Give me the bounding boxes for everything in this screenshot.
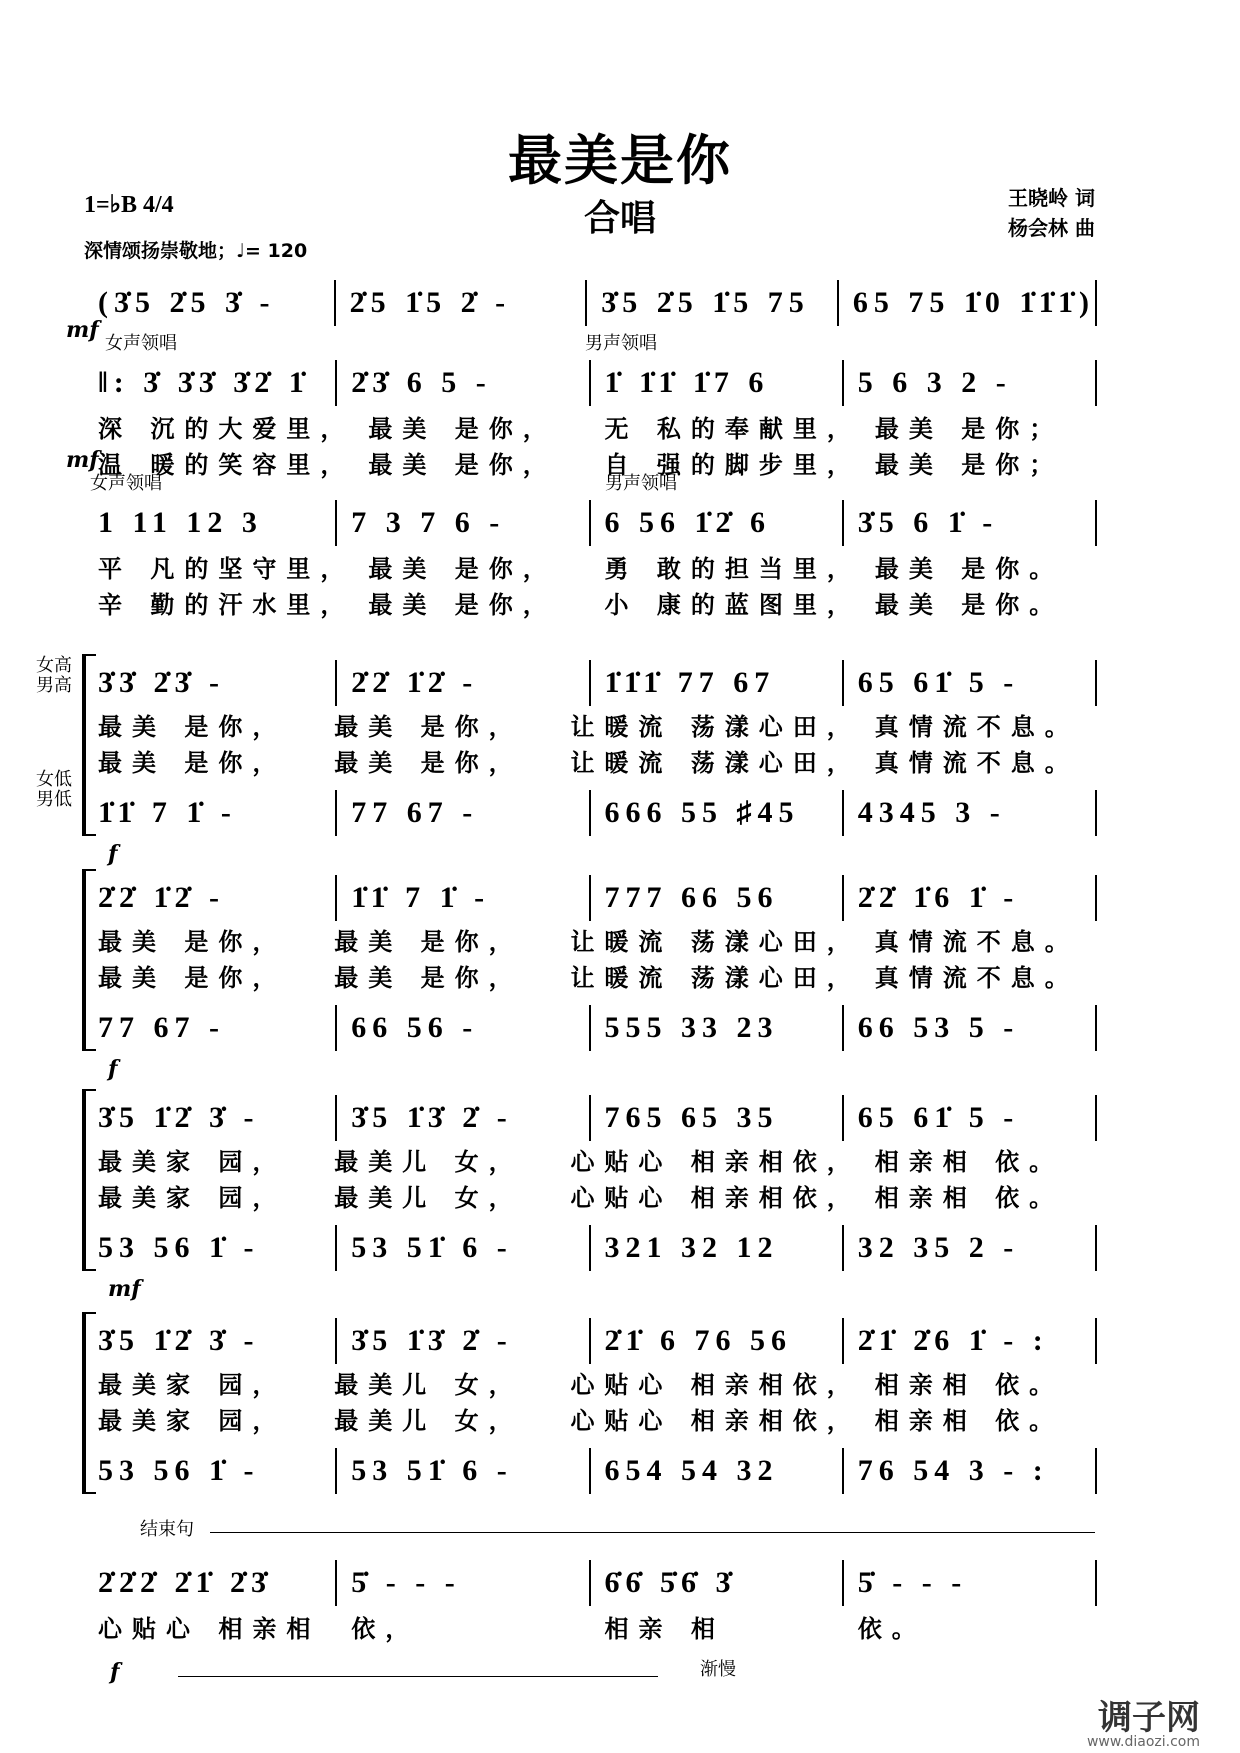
- measure: 5̇ - - -: [337, 1560, 590, 1606]
- lyric-measure: 最美儿 女，: [334, 1371, 523, 1399]
- measure: 3̇5 1̇3̇ 2̇ -: [337, 1318, 590, 1364]
- notes-row: [84, 1225, 1097, 1271]
- lyric-measure: 最美 是你，: [334, 749, 523, 777]
- lyric-measure: 最美儿 女，: [334, 1148, 523, 1176]
- notes-row: [84, 280, 1097, 326]
- key-signature: [84, 190, 174, 219]
- lyric-measure: 最美 是你，: [98, 749, 287, 777]
- lyric-measure: 让暖流 荡漾心田，: [570, 964, 861, 992]
- tempo-marking: 深情颂扬崇敬地；♩= 120: [84, 240, 308, 262]
- part-label-upper: 女高 男高: [36, 655, 72, 696]
- lyric-measure: 最美 是你；: [874, 415, 1064, 443]
- lyric-measure: 最美家 园，: [98, 1407, 287, 1435]
- notes-row: [84, 1560, 1097, 1606]
- measure: 3̇5 1̇2̇ 3̇ -: [84, 1095, 337, 1141]
- song-subtitle: 合唱: [583, 198, 656, 239]
- lyric-measure: 最美家 园，: [98, 1148, 287, 1176]
- lyric-measure: 最美家 园，: [98, 1184, 287, 1212]
- notes-row: [84, 1005, 1097, 1051]
- measure: 3̇5 6 1̇ -: [844, 500, 1097, 546]
- lyric-measure: 最美儿 女，: [334, 1184, 523, 1212]
- lead-label-male: 男声领唱: [605, 473, 677, 494]
- lyric-measure: 最美 是你，: [368, 591, 557, 619]
- lyric-measure: 最美 是你，: [98, 713, 287, 741]
- dynamic-mark: f: [110, 1659, 120, 1685]
- measure: 321 32 12: [591, 1225, 844, 1271]
- notes-row: [84, 790, 1097, 836]
- lyrics-row: [84, 1368, 1097, 1402]
- lyric-measure: 心贴心 相亲相: [98, 1615, 321, 1643]
- lyric-measure: 让暖流 荡漾心田，: [570, 749, 861, 777]
- composer: 杨会林 曲: [1008, 216, 1095, 240]
- measure: 76 54 3 - :: [844, 1448, 1097, 1494]
- measure: 2̇2̇2̇ 2̇1̇ 2̇3̇: [84, 1560, 337, 1606]
- measure: 65 75 1̇0 1̇1̇1̇): [839, 280, 1097, 326]
- lyric-measure: 心贴心 相亲相依，: [570, 1407, 861, 1435]
- lyric-measure: 相亲相 依。: [874, 1371, 1064, 1399]
- lyric-measure: 心贴心 相亲相依，: [570, 1184, 861, 1212]
- lyric-measure: 小 康的蓝图里，: [604, 591, 861, 619]
- measure: ‖: 3̇ 3̇3̇ 3̇2̇ 1̇: [84, 360, 337, 406]
- lyric-measure: 相亲相 依。: [874, 1148, 1064, 1176]
- lyric-measure: 自 强的脚步里，: [604, 451, 861, 479]
- measure: 4345 3 -: [844, 790, 1097, 836]
- measure: 3̇5 1̇2̇ 3̇ -: [84, 1318, 337, 1364]
- measure: 6 56 1̇2̇ 6: [591, 500, 844, 546]
- lyric-measure: 辛 勤的汗水里，: [98, 591, 355, 619]
- dynamic-mark: f: [108, 1056, 118, 1082]
- lyric-measure: 平 凡的坚守里，: [98, 555, 355, 583]
- lyric-measure: 真情流不息。: [874, 749, 1079, 777]
- notes-row: [84, 360, 1097, 406]
- lyrics-row: [84, 710, 1097, 744]
- lyric-measure: 最美家 园，: [98, 1371, 287, 1399]
- lyrics-row: [84, 448, 1097, 482]
- lyric-measure: 依，: [351, 1615, 420, 1643]
- measure: 2̇5 1̇5 2̇ -: [336, 280, 588, 326]
- lyric-measure: 真情流不息。: [874, 928, 1079, 956]
- lyric-measure: 最美 是你，: [368, 415, 557, 443]
- measure: 2̇2̇ 1̇2̇ -: [337, 660, 590, 706]
- part-label-lower: 女低 男低: [36, 769, 72, 810]
- measure: 77 67 -: [84, 1005, 337, 1051]
- lyric-measure: 最美 是你；: [874, 451, 1064, 479]
- measure: 5 6 3 2 -: [844, 360, 1097, 406]
- measure: 5̇ - - -: [844, 1560, 1097, 1606]
- measure: 66 56 -: [337, 1005, 590, 1051]
- lyric-measure: 让暖流 荡漾心田，: [570, 713, 861, 741]
- measure: 53 51̇ 6 -: [337, 1225, 590, 1271]
- notes-row: [84, 1448, 1097, 1494]
- lyrics-row: [84, 552, 1097, 586]
- lyric-measure: 最美 是你。: [874, 555, 1064, 583]
- measure: (3̇5 2̇5 3̇ -: [84, 280, 336, 326]
- ending-label: 结束句: [140, 1519, 194, 1540]
- lyric-measure: 让暖流 荡漾心田，: [570, 928, 861, 956]
- lyric-measure: 最美 是你。: [874, 591, 1064, 619]
- measure: 3̇5 2̇5 1̇5 75: [587, 280, 839, 326]
- measure: 3̇3̇ 2̇3̇ -: [84, 660, 337, 706]
- notes-row: [84, 875, 1097, 921]
- notes-row: [84, 660, 1097, 706]
- notes-row: [84, 500, 1097, 546]
- notes-row: [84, 1095, 1097, 1141]
- measure: 2̇1̇ 2̇6 1̇ - :: [844, 1318, 1097, 1364]
- lyrics-row: [84, 746, 1097, 780]
- lyrics-row: [84, 1404, 1097, 1438]
- measure: 6̇6̇ 5̇6̇ 3̇: [591, 1560, 844, 1606]
- lyrics-row: [84, 925, 1097, 959]
- measure: 66 53 5 -: [844, 1005, 1097, 1051]
- lyric-measure: 最美 是你，: [98, 964, 287, 992]
- time-signature: 4/4: [143, 192, 174, 218]
- lyrics-row: [84, 1612, 1097, 1646]
- dynamic-mark: f: [108, 841, 118, 867]
- lead-label-female: 女声领唱: [105, 333, 177, 354]
- dynamic-mark: mf: [66, 317, 99, 343]
- lyrics-row: [84, 1181, 1097, 1215]
- lead-label-male: 男声领唱: [585, 333, 657, 354]
- lyrics-row: [84, 412, 1097, 446]
- ritardando-label: 渐慢: [700, 1659, 736, 1680]
- lyric-measure: 心贴心 相亲相依，: [570, 1371, 861, 1399]
- ending-bracket-line: [210, 1532, 1095, 1533]
- measure: 65 61̇ 5 -: [844, 1095, 1097, 1141]
- measure: 53 56 1̇ -: [84, 1225, 337, 1271]
- measure: 1̇ 1̇1̇ 1̇7 6: [591, 360, 844, 406]
- dynamic-mark: mf: [108, 1276, 141, 1302]
- measure: 666 55 ♯45: [591, 790, 844, 836]
- lyric-measure: 真情流不息。: [874, 713, 1079, 741]
- lyric-measure: 最美 是你，: [334, 928, 523, 956]
- measure: 765 65 35: [591, 1095, 844, 1141]
- lyrics-row: [84, 588, 1097, 622]
- measure: 2̇2̇ 1̇6 1̇ -: [844, 875, 1097, 921]
- lyric-measure: 温 暖的笑容里，: [98, 451, 355, 479]
- lyric-measure: 最美儿 女，: [334, 1407, 523, 1435]
- measure: 555 33 23: [591, 1005, 844, 1051]
- measure: 7 3 7 6 -: [337, 500, 590, 546]
- notes-row: [84, 1318, 1097, 1364]
- measure: 1̇1̇1̇ 77 67: [591, 660, 844, 706]
- measure: 1̇1̇ 7 1̇ -: [337, 875, 590, 921]
- lyric-measure: 依。: [857, 1615, 926, 1643]
- measure: 53 51̇ 6 -: [337, 1448, 590, 1494]
- measure: 1 11 12 3: [84, 500, 337, 546]
- measure: 2̇3̇ 6 5 -: [337, 360, 590, 406]
- measure: 777 66 56: [591, 875, 844, 921]
- lyric-measure: 最美 是你，: [368, 555, 557, 583]
- lyric-measure: 最美 是你，: [368, 451, 557, 479]
- lyric-measure: 深 沉的大爱里，: [98, 415, 355, 443]
- lyrics-row: [84, 1145, 1097, 1179]
- measure: 3̇5 1̇3̇ 2̇ -: [337, 1095, 590, 1141]
- measure: 53 56 1̇ -: [84, 1448, 337, 1494]
- measure: 2̇2̇ 1̇2̇ -: [84, 875, 337, 921]
- lyric-measure: 相亲相 依。: [874, 1184, 1064, 1212]
- lyric-measure: 心贴心 相亲相依，: [570, 1148, 861, 1176]
- measure: 65 61̇ 5 -: [844, 660, 1097, 706]
- measure: 32 35 2 -: [844, 1225, 1097, 1271]
- lyric-measure: 勇 敢的担当里，: [604, 555, 861, 583]
- lyric-measure: 真情流不息。: [874, 964, 1079, 992]
- key: 1=♭B: [84, 192, 138, 218]
- watermark-url: www.diaozi.com: [1086, 1734, 1200, 1750]
- watermark-logo: 调子网: [1098, 1698, 1200, 1738]
- lyric-measure: 无 私的奉献里，: [604, 415, 861, 443]
- dynamic-mark: mf: [66, 447, 99, 473]
- lyric-measure: 最美 是你，: [334, 713, 523, 741]
- lyric-measure: 最美 是你，: [98, 928, 287, 956]
- lead-label-female: 女声领唱: [90, 473, 162, 494]
- song-title: 最美是你: [508, 129, 732, 192]
- measure: 2̇1̇ 6 76 56: [591, 1318, 844, 1364]
- lyric-measure: 最美 是你，: [334, 964, 523, 992]
- lyric-measure: 相亲相 依。: [874, 1407, 1064, 1435]
- measure: 1̇1̇ 7 1̇ -: [84, 790, 337, 836]
- crescendo-line: [178, 1676, 658, 1677]
- measure: 654 54 32: [591, 1448, 844, 1494]
- lyric-measure: 相亲 相: [604, 1615, 725, 1643]
- measure: 77 67 -: [337, 790, 590, 836]
- lyrics-row: [84, 961, 1097, 995]
- lyricist: 王晓岭 词: [1008, 186, 1095, 210]
